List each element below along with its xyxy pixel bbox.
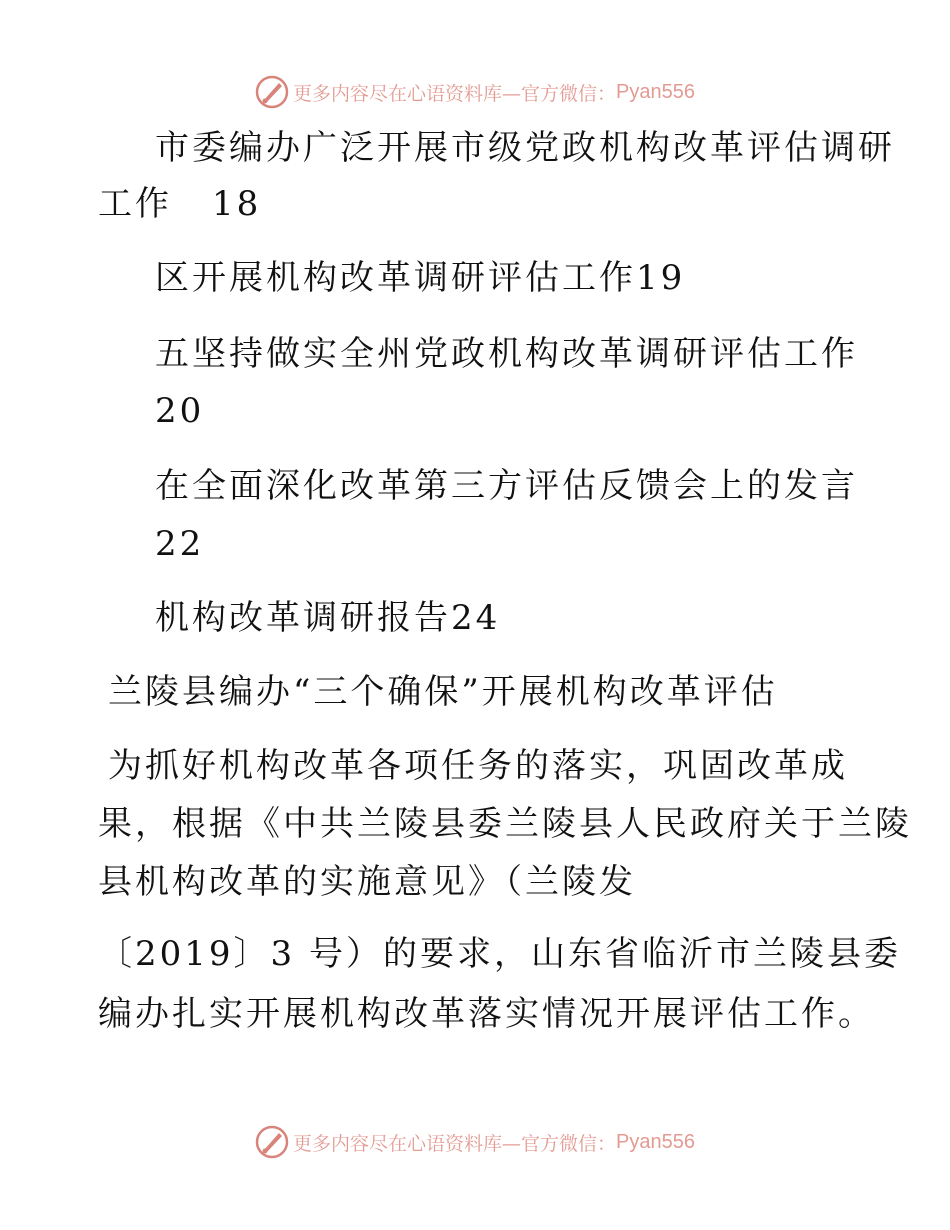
toc-entry-5 bbox=[155, 598, 500, 638]
toc-entry-1-continuation bbox=[98, 184, 261, 224]
watermark-text: 更多内容尽在心语资料库—官方微信： bbox=[293, 1132, 617, 1155]
toc-entry-2 bbox=[155, 258, 685, 298]
toc-entry-1-page: 18 bbox=[212, 184, 262, 224]
toc-entry-5-page: 24 bbox=[451, 598, 501, 638]
toc-entry-5-title: 机构改革调研报告 bbox=[155, 598, 451, 638]
toc-entry-1-title: 市委编办广泛开展市级党政机构改革评估调研 bbox=[155, 128, 895, 168]
article-line-5: 编办扎实开展机构改革落实情况开展评估工作。 bbox=[98, 994, 875, 1034]
toc-entry-1-cont: 工作 bbox=[98, 184, 172, 224]
toc-entry-4-title: 在全面深化改革第三方评估反馈会上的发言 bbox=[155, 466, 858, 506]
watermark-handle: Pyan556 bbox=[616, 80, 695, 103]
toc-entry-3-title: 五坚持做实全州党政机构改革调研评估工作 bbox=[155, 334, 858, 374]
article-line-2: 果，根据《中共兰陵县委兰陵县人民政府关于兰陵 bbox=[98, 804, 912, 844]
brush-logo-icon bbox=[255, 1125, 289, 1159]
article-heading: 兰陵县编办“三个确保”开展机构改革评估 bbox=[108, 672, 778, 712]
toc-entry-2-title: 区开展机构改革调研评估工作 bbox=[155, 258, 636, 298]
watermark-footer bbox=[0, 1122, 950, 1162]
toc-entry-3-page: 20 bbox=[155, 391, 205, 431]
brush-logo-icon bbox=[255, 75, 289, 109]
article-line-3: 县机构改革的实施意见》（兰陵发 bbox=[98, 862, 636, 902]
watermark-header bbox=[0, 72, 950, 112]
watermark-text: 更多内容尽在心语资料库—官方微信： bbox=[293, 82, 617, 105]
article-line-1: 为抓好机构改革各项任务的落实，巩固改革成 bbox=[108, 746, 848, 786]
article-line-4: 〔2019〕3 号）的要求，山东省临沂市兰陵县委 bbox=[98, 934, 901, 974]
toc-entry-2-page: 19 bbox=[636, 258, 686, 298]
toc-entry-4-page: 22 bbox=[155, 524, 205, 564]
watermark-handle: Pyan556 bbox=[616, 1130, 695, 1153]
